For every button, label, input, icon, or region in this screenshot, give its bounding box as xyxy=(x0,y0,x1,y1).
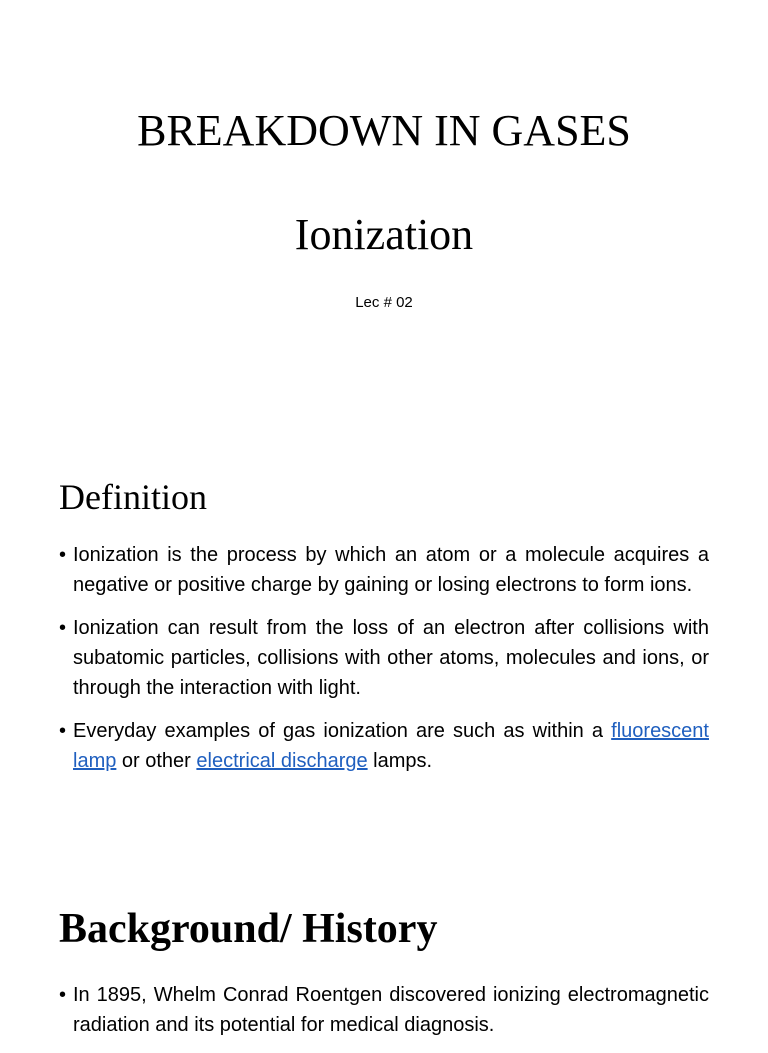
title-slide xyxy=(0,0,768,420)
examples-text-before: Everyday examples of gas ionization are such as within a xyxy=(73,720,612,742)
definition-bullet-list xyxy=(59,540,709,789)
definition-bullet: • Ionization is the process by which an atom or a molecule acquires a negative or positive charge by gaining or losing electrons to form ions. xyxy=(59,540,709,600)
lecture-number: Lec # 02 xyxy=(355,294,413,311)
history-heading: Background/ History xyxy=(59,906,438,952)
fluorescent-lamp-link[interactable]: fluorescent lamp xyxy=(73,720,709,772)
definition-bullet-examples xyxy=(59,716,709,776)
main-title: BREAKDOWN IN GASES xyxy=(137,106,631,155)
examples-text-middle: or other xyxy=(116,750,197,772)
history-bullet-list xyxy=(59,980,709,1053)
definition-bullet: • Ionization can result from the loss of an electron after collisions with subatomic particles, collisions with other atoms, molecules and ions, or through the interaction with light. xyxy=(59,613,709,703)
history-bullet: • In 1895, Whelm Conrad Roentgen discovered ionizing electromagnetic radiation and its potential for medical diagnosis. xyxy=(59,980,709,1040)
electrical-discharge-link[interactable]: electrical discharge xyxy=(196,750,368,772)
definition-heading: Definition xyxy=(59,477,207,517)
examples-text-after: lamps. xyxy=(367,750,433,772)
subtitle: Ionization xyxy=(294,210,474,259)
